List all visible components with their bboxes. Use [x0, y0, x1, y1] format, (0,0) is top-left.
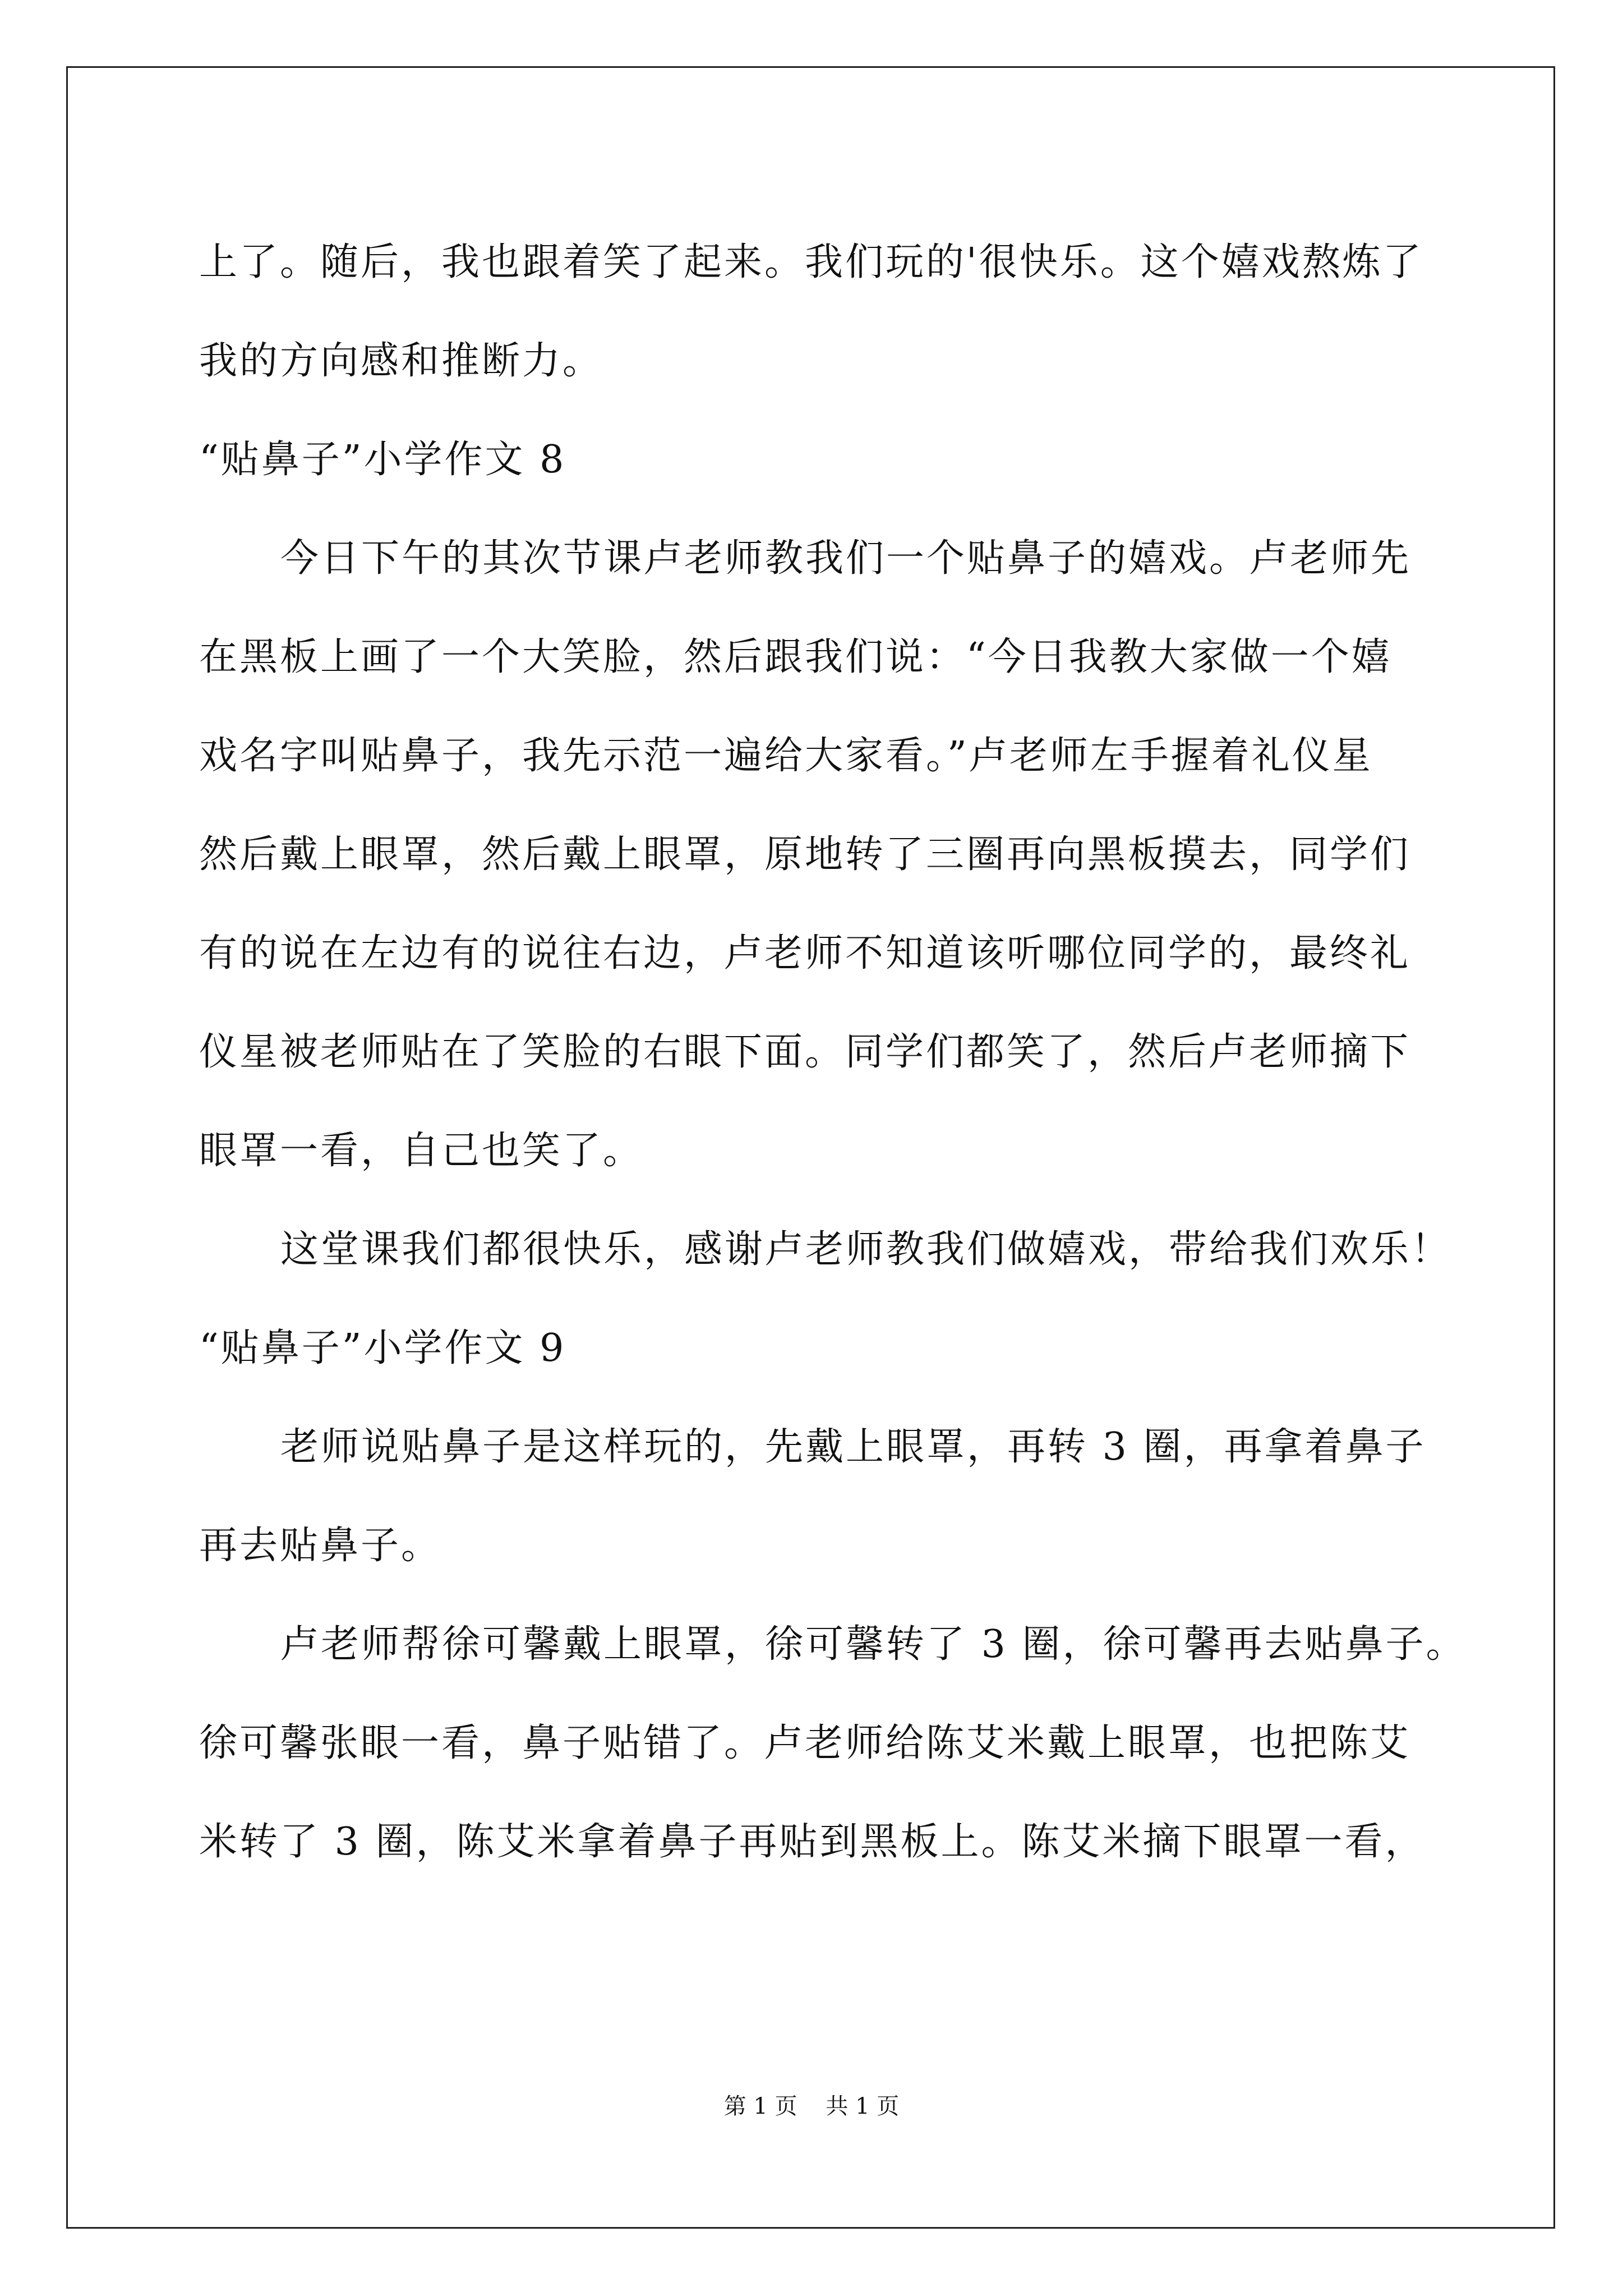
text-line: 仪星被老师贴在了笑脸的右眼下面。同学们都笑了，然后卢老师摘下 [199, 1030, 1411, 1074]
text-line: 上了。随后，我也跟着笑了起来。我们玩的'很快乐。这个嬉戏熬炼了 [199, 240, 1423, 284]
document-body [199, 213, 1467, 1892]
text-line: 眼罩一看，自己也笑了。 [199, 1129, 644, 1173]
text-line: 卢老师帮徐可馨戴上眼罩，徐可馨转了 3 圈，徐可馨再去贴鼻子。 [280, 1622, 1467, 1667]
text-line: 戏名字叫贴鼻子，我先示范一遍给大家看。”卢老师左手握着礼仪星 [199, 734, 1373, 778]
text-line: 米转了 3 圈，陈艾米拿着鼻子再贴到黑板上。陈艾米摘下眼罩一看， [199, 1820, 1426, 1864]
text-line: 有的说在左边有的说往右边，卢老师不知道该听哪位同学的，最终礼 [199, 931, 1411, 976]
text-line: 然后戴上眼罩，然后戴上眼罩，原地转了三圈再向黑板摸去，同学们 [199, 832, 1411, 877]
section-heading: “贴鼻子”小学作文 8 [199, 438, 566, 482]
text-line: 再去贴鼻子。 [199, 1524, 442, 1568]
text-line: 老师说贴鼻子是这样玩的，先戴上眼罩，再转 3 圈，再拿着鼻子 [280, 1425, 1426, 1469]
text-line: 徐可馨张眼一看，鼻子贴错了。卢老师给陈艾米戴上眼罩，也把陈艾 [199, 1721, 1411, 1765]
section-heading: “贴鼻子”小学作文 9 [199, 1326, 566, 1370]
text-line: 我的方向感和推断力。 [199, 339, 603, 383]
text-line: 在黑板上画了一个大笑脸，然后跟我们说：“今日我教大家做一个嬉 [199, 635, 1392, 679]
text-line: 今日下午的其次节课卢老师教我们一个贴鼻子的嬉戏。卢老师先 [280, 536, 1412, 581]
text-line: 这堂课我们都很快乐，感谢卢老师教我们做嬉戏，带给我们欢乐！ [280, 1227, 1452, 1272]
page-footer: 第 1 页 共 1 页 [723, 2093, 900, 2119]
